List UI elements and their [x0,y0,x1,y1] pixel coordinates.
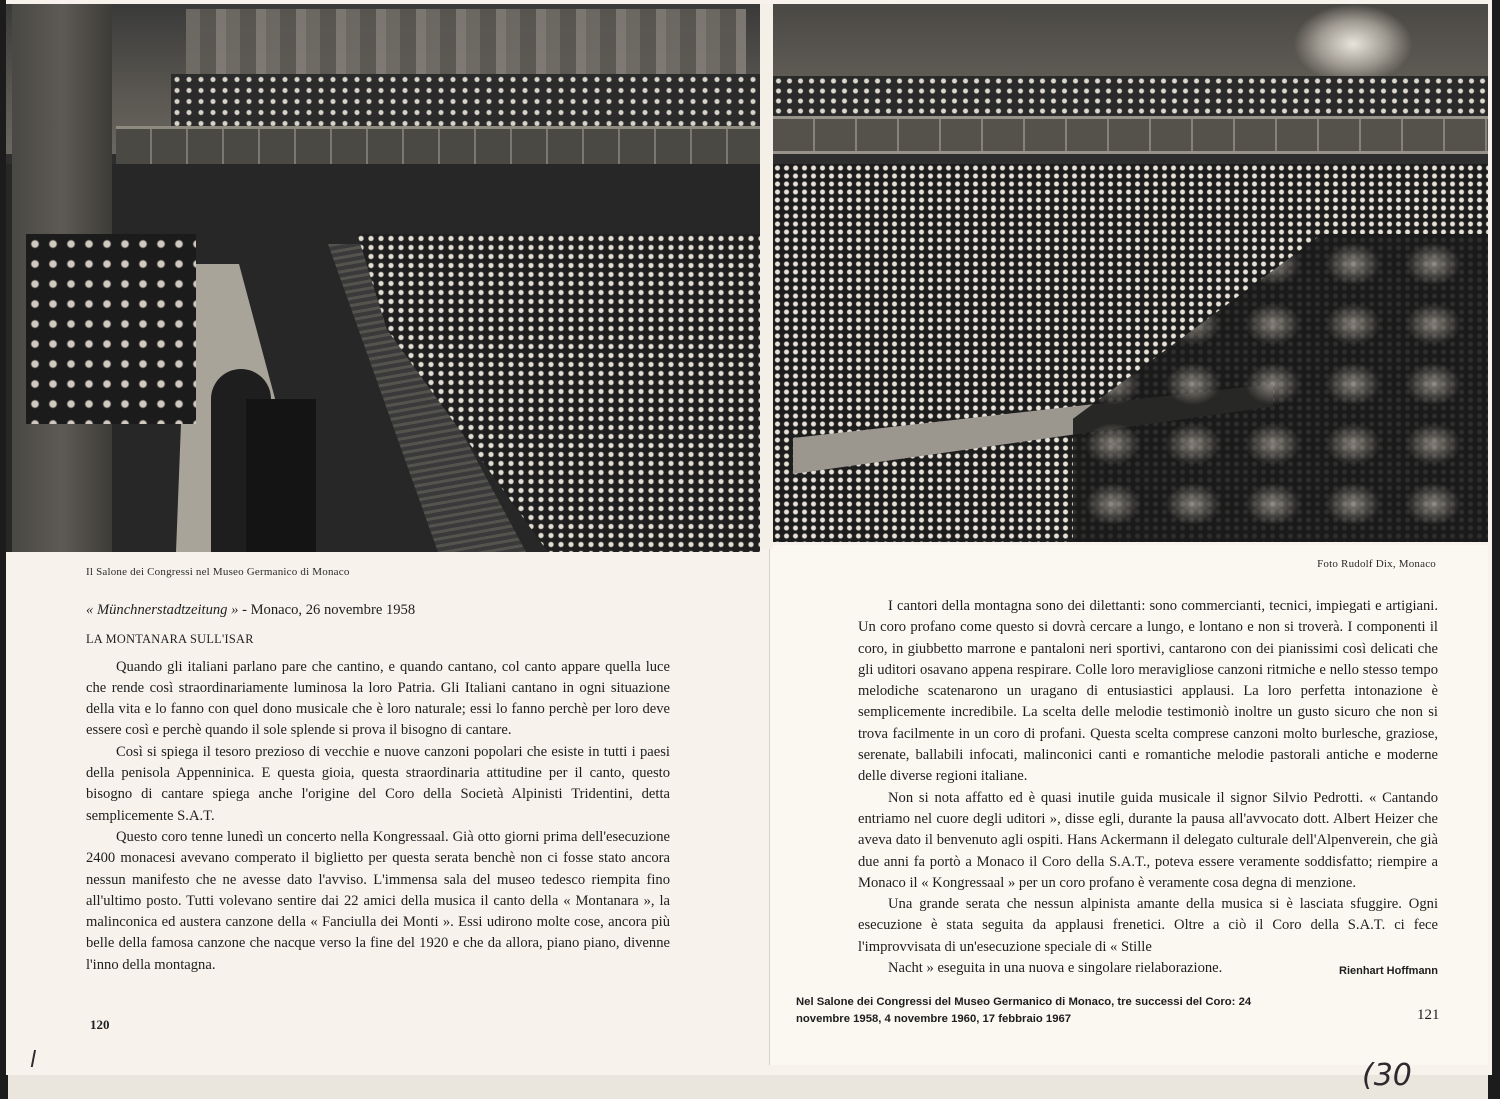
paragraph: Non si nota affatto ed è quasi inutile guida musicale il signor Silvio Pedrotti. « Cantando entriamo nel cuore degli uditori », disse egli, durante la pausa all'avvocato dott. Albert Heizer che aveva dato il benvenuto agli ospiti. Hans Ackermann il delegato culturale dell'Alpenverein, che già due anni fa portò a Monaco il Coro della S.A.T., poteva essere veramente soddisfatto; riempire a Monaco il « Kongressaal » per un coro profano è veramente cosa degna di menzione. [858,789,1438,891]
podium [246,399,316,552]
page-number-right: 121 [1417,1007,1440,1023]
congress-hall-photo-right [773,4,1488,542]
last-line-text: Nacht » eseguita in una nuova e singolare rielaborazione. [888,960,1223,977]
backing-paper [8,1075,1488,1099]
handwritten-mark: l [30,1048,37,1073]
article-headline: LA MONTANARA SULL'ISAR [86,632,254,647]
balcony-rail [773,116,1488,154]
paragraph: Quando gli italiani parlano pare che cantino, e quando cantano, col canto appare quella luce che rende così straordinariamente luminosa la loro Patria. Gli Italiani cantano in ogni situazione della vita e lo fanno con quel dono musicale che è loro naturale; essi lo fanno perchè per loro deve essere così e perchè quando il sole splende si prova il bisogno di cantare. [86,658,670,739]
chandelier-glow [1293,4,1413,84]
author-signature: Rienhart Hoffmann [1339,965,1438,978]
paragraph: I cantori della montagna sono dei dilettanti: sono commercianti, tecnici, impiegati e artigiani. Un coro profano come questo si dovrà cercare a lungo, e lontano e non si troverà. I componenti il coro, in giubbetto marrone e pantaloni neri sportivi, cantarono con dei pianissimi così delicati che gli uditori osavano appena respirare. Colle loro meravigliose canzoni ritmiche e nello stesso tempo melodiche scatenarono un uragano di entusiastici applausi. La loro perfetta intonazione è semplicemente incredibile. La scelta delle melodie testimoniò inoltre un gusto sicuro che non si trova facilmente in un coro di profani. Questa scelta comprese canzoni molto burlesche, graziose, serenate, ballabili infocati, malinconici canti e romantiche melodie pastorali antiche e moderne delle diverse regioni italiane. [858,598,1438,785]
balcony-rail [116,126,760,168]
congress-hall-photo-left [6,4,760,552]
choir-group [26,234,196,424]
newspaper-name: « Münchnerstadtzeitung » [86,602,239,618]
paragraph: Così si spiega il tesoro prezioso di vecchie e nuove canzoni popolari che esiste in tutti i paesi della penisola Appenninica. E questa gioia, questa straordinaria attitudine per il canto, questo bisogno di cantare spiega anche l'origine del Coro della Società Alpinisti Tridentini, detta semplicemente S.A.T. [86,743,670,824]
balcony-audience [171,74,760,129]
article-dateline [86,600,670,621]
photo-caption: Il Salone dei Congressi nel Museo Germanico di Monaco [86,566,350,578]
wall-mural [186,9,746,74]
photo-gutter [760,4,773,549]
page-number-left: 120 [90,1017,110,1032]
right-column [858,596,1438,982]
photo-credit: Foto Rudolf Dix, Monaco [1317,558,1436,570]
dateline-place-date: - Monaco, 26 novembre 1958 [238,602,416,618]
paragraph: Una grande serata che nessun alpinista amante della musica si è lasciata sfuggire. Ogni esecuzione è stata seguita da applausi frenetici. Oltre a ciò il Coro della S.A.T. ci fece l'improvvisata di un'esecuzione speciale di « Stille [858,896,1438,955]
paragraph-last-line [858,958,1438,979]
left-column [86,600,670,976]
handwritten-number: (30 [1362,1058,1412,1093]
concert-dates-caption: Nel Salone dei Congressi del Museo Germanico di Monaco, tre successi del Coro: 24 novembre 1958, 4 novembre 1960, 17 febbraio 1967 [796,996,1252,1025]
paragraph: Questo coro tenne lunedì un concerto nella Kongressaal. Già otto giorni prima dell'esecuzione 2400 monacesi avevano comperato il biglietto per questa serata benchè non ci fosse stato ancora nessun manifesto che ne avesse dato l'avviso. L'immensa sala del museo tedesco riempita fino all'ultimo posto. Tutti volevano sentire dai 22 amici della musica il canto della « Montanara », la malinconica ed austera canzone della « Fanciulla dei Monti ». Essi udirono molte cose, ancora più belle della famosa canzone che nacque verso la fine del 1920 e che da allora, piano piano, divenne l'inno della montagna. [86,828,670,973]
